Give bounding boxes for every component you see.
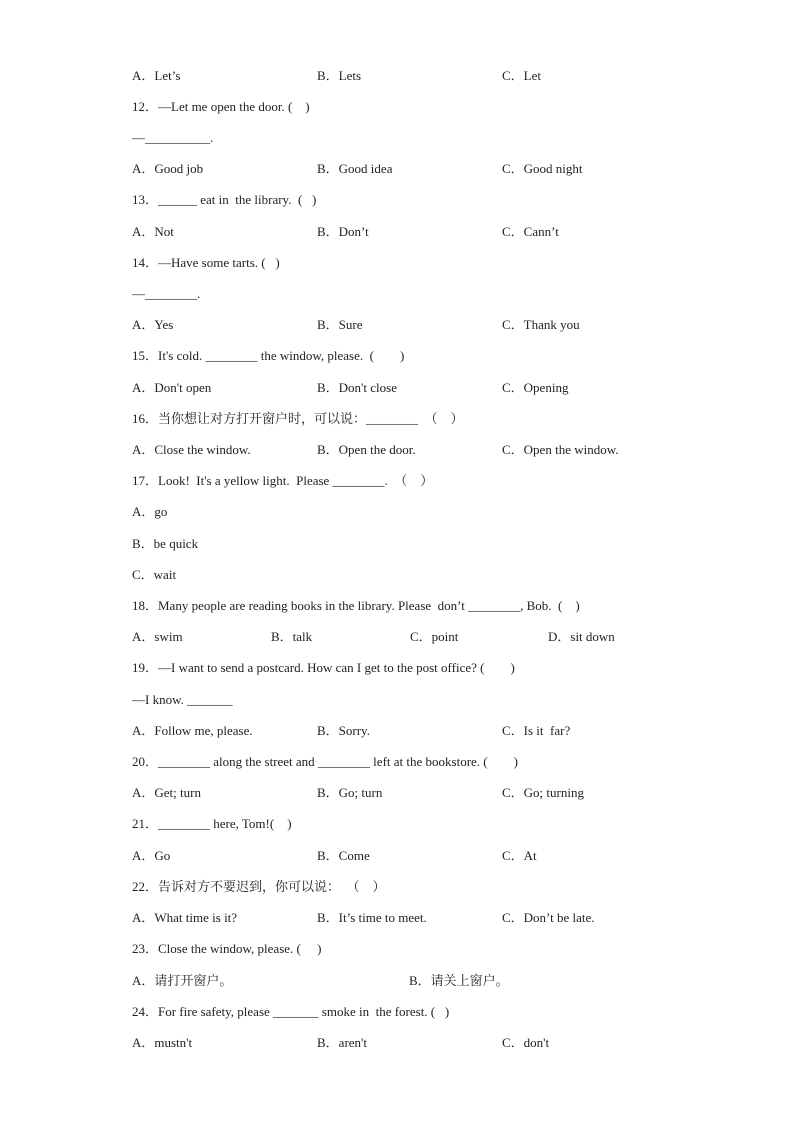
q16-option-b[interactable]: B．Open the door. xyxy=(317,442,416,457)
q18-option-d[interactable]: D．sit down xyxy=(548,629,615,644)
q15-options xyxy=(132,380,692,396)
q23-option-a[interactable]: A．请打开窗户。 xyxy=(132,973,233,988)
q22-option-c[interactable]: C．Don’t be late. xyxy=(502,910,595,925)
q21-option-c[interactable]: C．At xyxy=(502,848,537,863)
q24-option-c[interactable]: C．don't xyxy=(502,1035,550,1050)
q20-option-c[interactable]: C．Go; turning xyxy=(502,785,584,800)
q20-options xyxy=(132,785,692,801)
q13-option-b[interactable]: B．Don’t xyxy=(317,224,369,239)
q14-answer-line: —________. xyxy=(132,286,201,301)
q14-option-b[interactable]: B．Sure xyxy=(317,317,363,332)
q19-option-c[interactable]: C．Is it far? xyxy=(502,723,571,738)
q13-stem: 13．______ eat in the library. ( ) xyxy=(132,192,317,207)
q17-option-a[interactable]: A．go xyxy=(132,504,168,519)
q22-option-b[interactable]: B．It’s time to meet. xyxy=(317,910,427,925)
q12-options xyxy=(132,161,692,177)
q19-answer-line: —I know. _______ xyxy=(132,692,233,707)
q24-stem: 24．For fire safety, please _______ smoke in the forest. ( ) xyxy=(132,1004,450,1019)
q21-option-b[interactable]: B．Come xyxy=(317,848,370,863)
q12-option-b[interactable]: B．Good idea xyxy=(317,161,393,176)
q18-options xyxy=(132,629,692,645)
q21-stem: 21．________ here, Tom!( ) xyxy=(132,816,292,831)
q12-option-a[interactable]: A．Good job xyxy=(132,161,204,176)
q14-options xyxy=(132,317,692,333)
q15-option-b[interactable]: B．Don't close xyxy=(317,380,397,395)
q11-option-c[interactable]: C．Let xyxy=(502,68,541,83)
q13-options xyxy=(132,224,692,240)
q13-option-a[interactable]: A．Not xyxy=(132,224,174,239)
q16-option-c[interactable]: C．Open the window. xyxy=(502,442,619,457)
q21-option-a[interactable]: A．Go xyxy=(132,848,171,863)
q17-option-b[interactable]: B．be quick xyxy=(132,536,199,551)
q11-option-a[interactable]: A．Let’s xyxy=(132,68,181,83)
q23-option-b[interactable]: B．请关上窗户。 xyxy=(409,973,509,988)
q16-option-a[interactable]: A．Close the window. xyxy=(132,442,251,457)
q14-stem: 14．—Have some tarts. ( ) xyxy=(132,255,280,270)
q14-option-c[interactable]: C．Thank you xyxy=(502,317,580,332)
q16-stem: 16．当你想让对方打开窗户时，可以说：________ （ ） xyxy=(132,411,464,426)
q20-option-b[interactable]: B．Go; turn xyxy=(317,785,383,800)
q22-stem: 22．告诉对方不要迟到，你可以说： （ ） xyxy=(132,879,386,894)
q12-stem: 12．—Let me open the door. ( ) xyxy=(132,99,310,114)
q24-option-a[interactable]: A．mustn't xyxy=(132,1035,193,1050)
q22-option-a[interactable]: A．What time is it? xyxy=(132,910,238,925)
q19-option-a[interactable]: A．Follow me, please. xyxy=(132,723,253,738)
q11-options xyxy=(132,68,692,84)
q15-option-a[interactable]: A．Don't open xyxy=(132,380,212,395)
q14-option-a[interactable]: A．Yes xyxy=(132,317,174,332)
q20-stem: 20．________ along the street and ________ left at the bookstore. ( ) xyxy=(132,754,518,769)
q18-stem: 18．Many people are reading books in the library. Please don’t ________, Bob. ( ) xyxy=(132,598,580,613)
q18-option-b[interactable]: B．talk xyxy=(271,629,313,644)
q12-option-c[interactable]: C．Good night xyxy=(502,161,583,176)
q23-stem: 23．Close the window, please. ( ) xyxy=(132,941,322,956)
q24-option-b[interactable]: B．aren't xyxy=(317,1035,367,1050)
q16-options xyxy=(132,442,692,458)
q17-stem: 17．Look! It's a yellow light. Please ________. （ ） xyxy=(132,473,434,488)
q13-option-c[interactable]: C．Cann’t xyxy=(502,224,559,239)
q15-stem: 15．It's cold. ________ the window, please. ( ) xyxy=(132,348,405,363)
q24-options xyxy=(132,1035,692,1051)
q15-option-c[interactable]: C．Opening xyxy=(502,380,569,395)
q17-option-c[interactable]: C．wait xyxy=(132,567,177,582)
q18-option-a[interactable]: A．swim xyxy=(132,629,183,644)
q23-options xyxy=(132,973,692,989)
q21-options xyxy=(132,848,692,864)
q19-options xyxy=(132,723,692,739)
q19-option-b[interactable]: B．Sorry. xyxy=(317,723,370,738)
q18-option-c[interactable]: C．point xyxy=(410,629,459,644)
q20-option-a[interactable]: A．Get; turn xyxy=(132,785,201,800)
q12-answer-line: —__________. xyxy=(132,130,214,145)
q11-option-b[interactable]: B．Lets xyxy=(317,68,362,83)
q22-options xyxy=(132,910,692,926)
q19-stem: 19．—I want to send a postcard. How can I get to the post office? ( ) xyxy=(132,660,515,675)
